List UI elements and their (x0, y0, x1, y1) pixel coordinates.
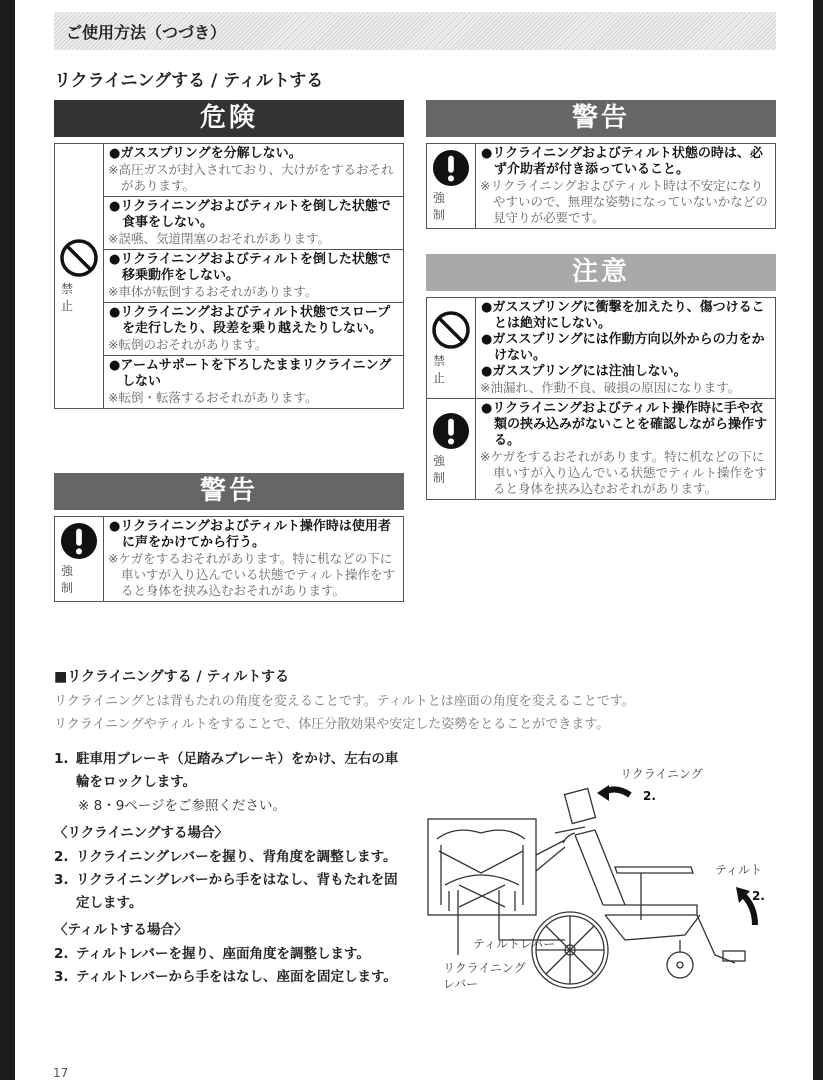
warning-note: ※リクライニングおよびティルト時は不安定になりやすいので、無理な姿勢になっていないかなどの見守りが必要です。 (480, 178, 768, 225)
step-text: ティルトレバーから手をはなし、座面を固定します。 (76, 969, 397, 985)
prohibition-icon (59, 238, 99, 278)
step-number: 2. (54, 849, 69, 865)
caution-note: ※油漏れ、作動不良、破損の原因になります。 (480, 380, 741, 395)
warning-box-right (426, 100, 776, 229)
warning-band: 警告 (426, 100, 776, 137)
caution-band: 注意 (426, 254, 776, 291)
tilt-label: ティルト (715, 863, 763, 877)
step-text: ティルトレバーを握り、座面角度を調整します。 (76, 946, 370, 962)
page-number: 17 (53, 1066, 69, 1080)
recline-lever-label-1: リクライニング (443, 961, 526, 975)
step-1 (54, 748, 406, 794)
caution-text: ●ガススプリングに衝撃を加えたり、傷つけることは絶対にしない。 (481, 300, 765, 331)
caution-text: ●ガススプリングには作動方向以外からの力をかけない。 (481, 332, 765, 363)
mandatory-exclamation-icon (60, 522, 98, 560)
warning-band: 警告 (54, 473, 404, 510)
danger-row (104, 356, 403, 408)
danger-band: 危険 (54, 100, 404, 137)
steps-list (54, 748, 406, 989)
caution-group-mandatory (427, 399, 775, 499)
intro-paragraph-1: リクライニングとは背もたれの角度を変えることです。ティルトとは座面の角度を変えることです。 (54, 694, 635, 709)
danger-row (104, 303, 403, 356)
warning-note: ※車体が転倒するおそれがあります。 (108, 284, 318, 299)
warning-text: ●リクライニングおよびティルト状態でスロープを走行したり、段差を乗り越えたりしない。 (109, 305, 391, 336)
recline-label: リクライニング (620, 767, 703, 781)
mandatory-exclamation-icon (432, 412, 470, 450)
caution-text: ●ガススプリングには注油しない。 (481, 364, 687, 379)
recline-heading: 〈リクライニングする場合〉 (54, 825, 229, 841)
recline-lever-label-2: レバー (443, 977, 479, 991)
section-title: リクライニングする / ティルトする (54, 71, 324, 91)
warning-text: ●ガススプリングを分解しない。 (109, 146, 302, 161)
recline-step-label: 2. (643, 789, 656, 803)
subsection-heading: ■リクライニングする / ティルトする (54, 669, 290, 685)
danger-box (54, 100, 404, 409)
tilt-step-2 (54, 943, 406, 966)
caution-text: ●リクライニングおよびティルト操作時に手や衣類の挟み込みがないことを確認しながら操作する。 (481, 401, 768, 448)
caution-box (426, 254, 776, 500)
warning-row (476, 144, 775, 228)
step-text: リクライニングレバーを握り、背角度を調整します。 (76, 849, 397, 865)
prohibition-label: 禁 止 (61, 282, 80, 313)
wheelchair-illustration (425, 755, 785, 995)
warning-text: ●リクライニングおよびティルト状態の時は、必ず介助者が付き添っていること。 (481, 146, 763, 177)
step-number: 3. (54, 969, 69, 985)
chapter-header (54, 12, 776, 50)
warning-note: ※ケガをするおそれがあります。特に机などの下に車いすが入り込んでいる状態でティルト操作をすると身体を挟み込むおそれがあります。 (108, 551, 396, 598)
chapter-title: ご使用方法（つづき） (66, 23, 227, 42)
danger-row (104, 144, 403, 197)
warning-note: ※転倒のおそれがあります。 (108, 337, 268, 352)
warning-note: ※誤嚥、気道閉塞のおそれがあります。 (108, 231, 330, 246)
recline-step-2 (54, 846, 406, 869)
caution-group-prohibit (427, 298, 775, 399)
warning-note: ※高圧ガスが封入されており、大けがをするおそれがあります。 (108, 162, 394, 193)
step-number: 1. (54, 751, 69, 767)
warning-text: ●リクライニングおよびティルトを倒した状態で食事をしない。 (109, 199, 391, 230)
mandatory-label: 強 制 (433, 454, 452, 485)
step-number: 3. (54, 872, 69, 888)
warning-row (104, 517, 403, 601)
tilt-heading: 〈ティルトする場合〉 (54, 922, 188, 938)
tilt-step-label: 2. (752, 889, 765, 903)
recline-step-3 (54, 869, 406, 915)
step-text: リクライニングレバーから手をはなし、背もたれを固定します。 (76, 872, 398, 911)
tilt-step-3 (54, 966, 406, 989)
danger-row (104, 197, 403, 250)
caution-note: ※ケガをするおそれがあります。特に机などの下に車いすが入り込んでいる状態でティルト操作をすると身体を挟み込むおそれがあります。 (480, 449, 768, 496)
step-1-note: ※ 8・9ページをご参照ください。 (78, 798, 287, 814)
warning-box-left (54, 473, 404, 602)
tilt-lever-label: ティルトレバー (473, 937, 556, 951)
warning-text: ●アームサポートを下ろしたままリクライニングしない (109, 358, 392, 389)
step-text: 駐車用ブレーキ（足踏みブレーキ）をかけ、左右の車輪をロックします。 (76, 751, 399, 790)
danger-row (104, 250, 403, 303)
prohibition-label: 禁 止 (433, 354, 452, 385)
intro-paragraph-2: リクライニングやティルトをすることで、体圧分散効果や安定した姿勢をとることができます。 (54, 717, 610, 732)
warning-note: ※転倒・転落するおそれがあります。 (108, 390, 318, 405)
mandatory-label: 強 制 (433, 191, 452, 222)
prohibition-icon (431, 310, 471, 350)
danger-table (54, 143, 404, 409)
step-number: 2. (54, 946, 69, 962)
danger-icon-column (55, 144, 104, 408)
mandatory-label: 強 制 (61, 564, 80, 595)
warning-text: ●リクライニングおよびティルトを倒した状態で移乗動作をしない。 (109, 252, 391, 283)
mandatory-exclamation-icon (432, 149, 470, 187)
warning-text: ●リクライニングおよびティルト操作時は使用者に声をかけてから行う。 (109, 519, 391, 550)
